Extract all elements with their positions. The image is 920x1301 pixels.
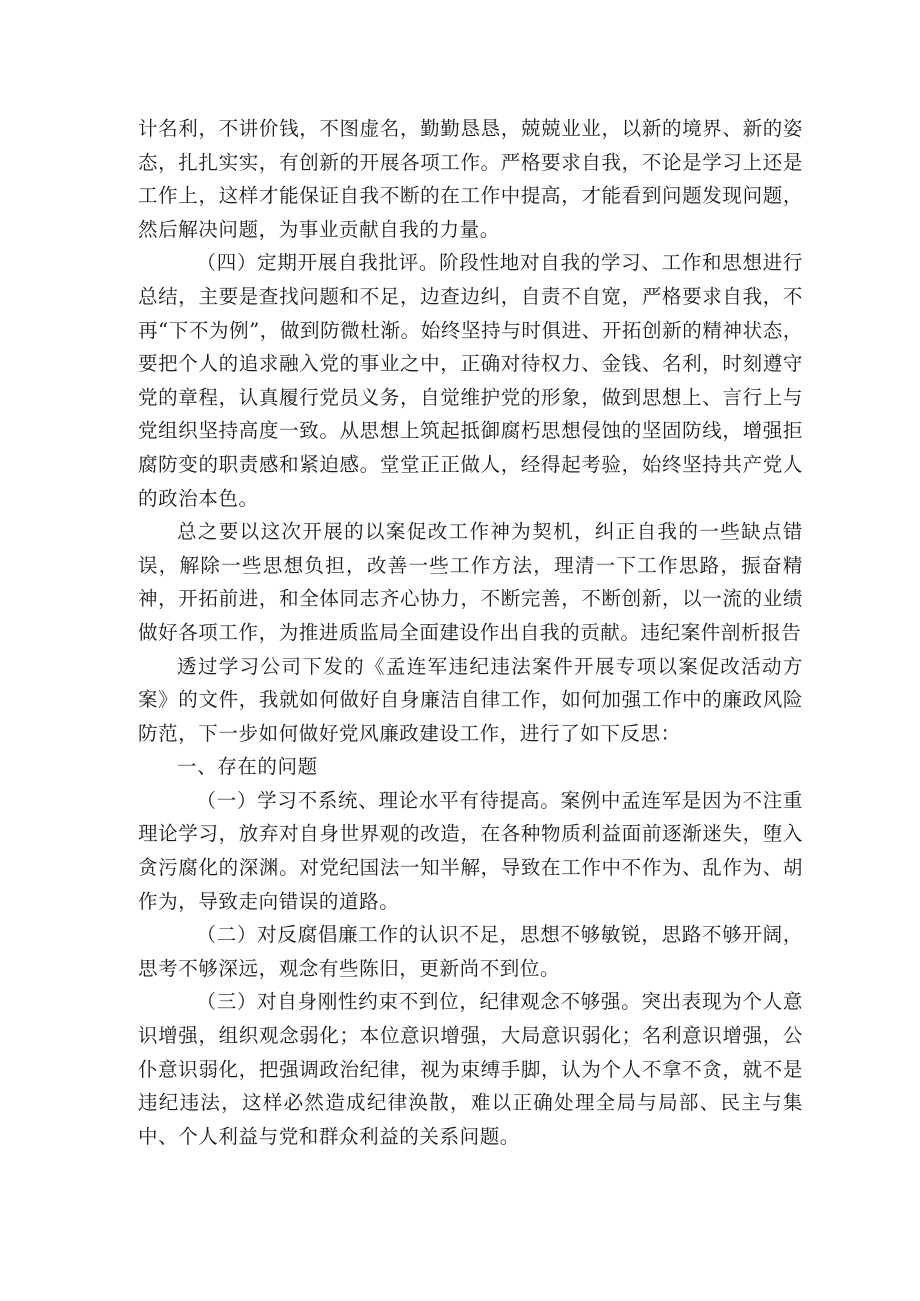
paragraph-intro: 透过学习公司下发的《孟连军违纪违法案件开展专项以案促改活动方案》的文件，我就如何做好自身廉洁自律工作，如何加强工作中的廉政风险防范，下一步如何做好党风廉政建设工作，进行了如下反思： [138, 654, 803, 745]
paragraph-problem-3: （三）对自身刚性约束不到位，纪律观念不够强。突出表现为个人意识增强，组织观念弱化；本位意识增强，大局意识弱化；名利意识增强，公仆意识弱化，把强调政治纪律，视为束缚手脚，认为个人不拿不贪，就不是违纪违法，这样必然造成纪律涣散，难以正确处理全局与局部、民主与集中、个人利益与党和群众利益的关系问题。 [138, 990, 803, 1148]
paragraph-continuation: 计名利，不讲价钱，不图虚名，勤勤恳恳，兢兢业业，以新的境界、新的姿态，扎扎实实，有创新的开展各项工作。严格要求自我，不论是学习上还是工作上，这样才能保证自我不断的在工作中提高，才能看到问题发现问题，然后解决问题，为事业贡献自我的力量。 [138, 117, 803, 241]
paragraph-problem-1: （一）学习不系统、理论水平有待提高。案例中孟连军是因为不注重理论学习，放弃对自身世界观的改造，在各种物质利益面前逐渐迷失，堕入贪污腐化的深渊。对党纪国法一知半解，导致在工作中不作为、乱作为、胡作为，导致走向错误的道路。 [138, 788, 803, 913]
document-body [138, 112, 803, 1153]
paragraph-summary: 总之要以这次开展的以案促改工作神为契机，纠正自我的一些缺点错误，解除一些思想负担，改善一些工作方法，理清一下工作思路，振奋精神，开拓前进，和全体同志齐心协力，不断完善，不断创新，以一流的业绩做好各项工作，为推进质监局全面建设作出自我的贡献。违纪案件剖析报告 [138, 520, 803, 644]
section-heading-problems: 一、存在的问题 [177, 755, 318, 779]
paragraph-self-criticism: （四）定期开展自我批评。阶段性地对自我的学习、工作和思想进行总结，主要是查找问题和不足，边查边纠，自责不自宽，严格要求自我，不再“下不为例”，做到防微杜渐。始终坚持与时俱进、开拓创新的精神状态，要把个人的追求融入党的事业之中，正确对待权力、金钱、名利，时刻遵守党的章程，认真履行党员义务，自觉维护党的形象，做到思想上、言行上与党组织坚持高度一致。从思想上筑起抵御腐朽思想侵蚀的坚固防线，增强拒腐防变的职责感和紧迫感。堂堂正正做人，经得起考验，始终坚持共产党人的政治本色。 [138, 251, 803, 510]
paragraph-problem-2: （二）对反腐倡廉工作的认识不足，思想不够敏锐，思路不够开阔，思考不够深远，观念有些陈旧，更新尚不到位。 [138, 923, 803, 980]
